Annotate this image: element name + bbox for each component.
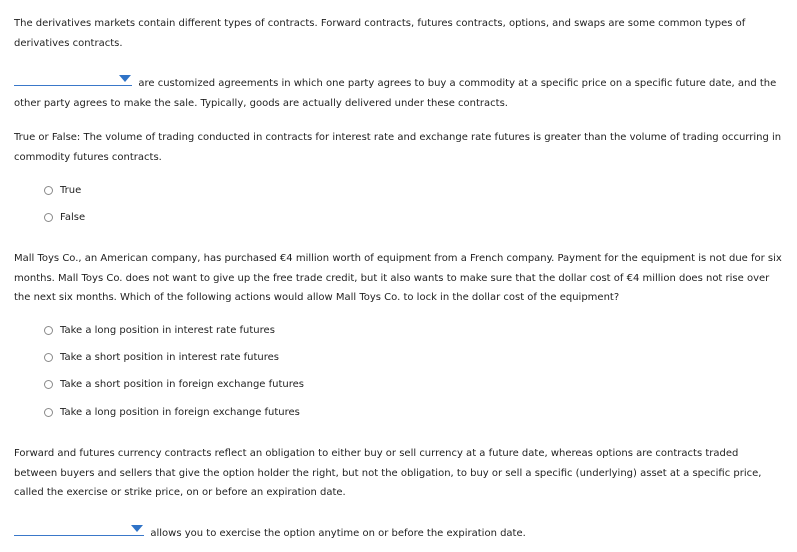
radio-button-icon[interactable]: [44, 353, 53, 362]
chevron-down-icon: [131, 525, 143, 532]
q3-text: Mall Toys Co., an American company, has purchased €4 million worth of equipment from a French company. Payment for the equipment is not due for six months. Mall Toys Co. does not want to give up the free trade credit, but it also wants to make sure that the dollar cost of €4 million does not rise over the next six months. Which of the following actions would allow Mall Toys Co. to lock in the dollar cost of the equipment?: [14, 253, 782, 303]
radio-button-icon[interactable]: [44, 186, 53, 195]
q2-option-true[interactable]: [44, 183, 81, 197]
radio-button-icon[interactable]: [44, 326, 53, 335]
q1-prompt: [14, 71, 784, 113]
q4-text: Forward and futures currency contracts reflect an obligation to either buy or sell currency at a future date, whereas options are contracts traded between buyers and sellers that give the option holder the right, but not the obligation, to buy or sell a specific (underlying) asset at a specific price, called the exercise or strike price, on or before an expiration date.: [14, 448, 762, 498]
q2-option-label: True: [60, 184, 82, 196]
q3-option-label: Take a short position in interest rate futures: [60, 351, 280, 363]
q1-dropdown[interactable]: [14, 71, 132, 86]
q3-option-label: Take a short position in foreign exchange futures: [60, 378, 305, 390]
q3-option-label: Take a long position in foreign exchange futures: [60, 406, 300, 418]
radio-button-icon[interactable]: [44, 213, 53, 222]
q3-option-2[interactable]: [44, 350, 279, 364]
q4-text-after: allows you to exercise the option anytime on or before the expiration date.: [150, 528, 526, 539]
intro-text: The derivatives markets contain different types of contracts. Forward contracts, futures contracts, options, and swaps are some common types of derivatives contracts.: [14, 18, 746, 49]
chevron-down-icon: [119, 75, 131, 82]
q2-option-label: False: [60, 211, 86, 223]
q4-prompt: [14, 521, 784, 544]
q3-option-label: Take a long position in interest rate futures: [60, 324, 275, 336]
q4-dropdown[interactable]: [14, 521, 144, 536]
q2-option-false[interactable]: [44, 210, 85, 224]
radio-button-icon[interactable]: [44, 380, 53, 389]
q2-text: True or False: The volume of trading conducted in contracts for interest rate and exchange rate futures is greater than the volume of trading occurring in commodity futures contracts.: [14, 132, 782, 163]
q3-option-3[interactable]: [44, 377, 304, 391]
radio-button-icon[interactable]: [44, 408, 53, 417]
q3-option-4[interactable]: [44, 405, 300, 419]
q1-text: are customized agreements in which one party agrees to buy a commodity at a specific price on a specific future date, and the other party agrees to make the sale. Typically, goods are actually delivered under these contracts.: [14, 78, 777, 109]
q3-option-1[interactable]: [44, 323, 275, 337]
